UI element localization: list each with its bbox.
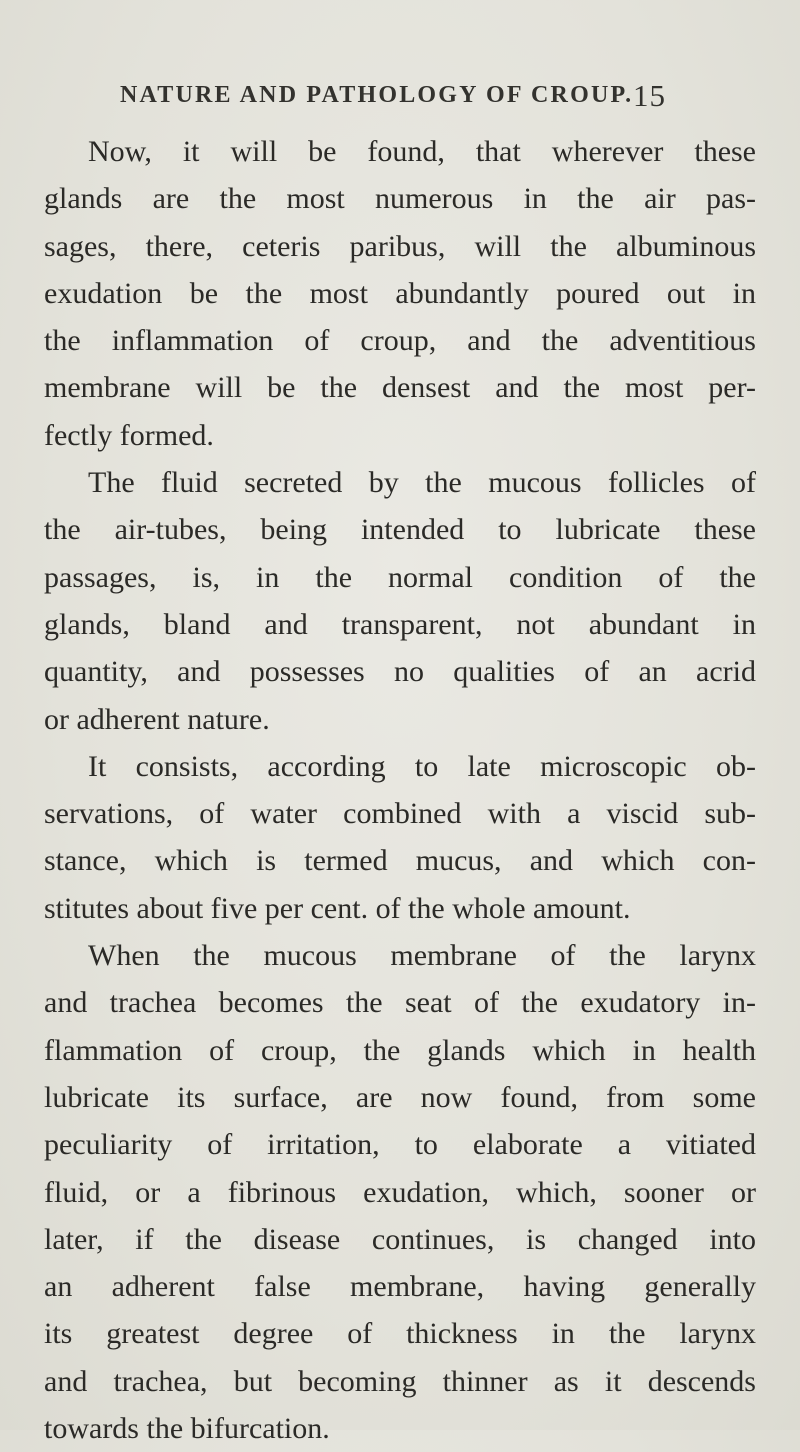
text-line: quantity, and possesses no qualities of an acrid — [44, 655, 756, 689]
text-line: its greatest degree of thickness in the larynx — [44, 1317, 756, 1351]
text-line: later, if the disease continues, is changed into — [44, 1222, 756, 1256]
page-number: 15 — [633, 78, 666, 113]
body-text — [44, 128, 756, 1452]
text-line: When the mucous membrane of the larynx — [88, 939, 756, 973]
text-line: membrane will be the densest and the most per- — [44, 371, 756, 405]
text-line: towards the bifurcation. — [44, 1412, 330, 1446]
text-line: lubricate its surface, are now found, from some — [44, 1080, 756, 1114]
text-line: the air-tubes, being intended to lubricate these — [44, 513, 756, 547]
text-line: sages, there, ceteris paribus, will the albuminous — [44, 229, 756, 263]
running-head — [120, 78, 760, 118]
text-line: glands, bland and transparent, not abundant in — [44, 607, 756, 641]
text-line: passages, is, in the normal condition of the — [44, 560, 756, 594]
text-line: stance, which is termed mucus, and which con- — [44, 844, 756, 878]
text-line: an adherent false membrane, having generally — [44, 1270, 756, 1304]
text-line: and trachea, but becoming thinner as it descends — [44, 1364, 756, 1398]
text-line: Now, it will be found, that wherever these — [88, 135, 756, 168]
paragraph — [44, 932, 756, 1452]
text-line: servations, of water combined with a viscid sub- — [44, 797, 756, 831]
text-line: the inflammation of croup, and the adventitious — [44, 324, 756, 358]
text-line: and trachea becomes the seat of the exudatory in- — [44, 986, 756, 1020]
text-line: fectly formed. — [44, 418, 214, 452]
text-line: It consists, according to late microscopic ob- — [88, 749, 756, 783]
running-title: NATURE AND PATHOLOGY OF CROUP. — [120, 82, 634, 108]
paragraph — [44, 459, 756, 743]
text-line: peculiarity of irritation, to elaborate a vitiated — [44, 1128, 756, 1162]
text-line: glands are the most numerous in the air pas- — [44, 182, 756, 216]
text-line: The fluid secreted by the mucous follicles of — [88, 466, 756, 500]
text-line: fluid, or a fibrinous exudation, which, sooner or — [44, 1175, 756, 1209]
text-line: stitutes about five per cent. of the whole amount. — [44, 891, 631, 925]
text-line: exudation be the most abundantly poured out in — [44, 276, 756, 310]
text-line: flammation of croup, the glands which in health — [44, 1033, 756, 1067]
paragraph — [44, 128, 756, 459]
text-line: or adherent nature. — [44, 702, 270, 736]
paragraph — [44, 743, 756, 932]
